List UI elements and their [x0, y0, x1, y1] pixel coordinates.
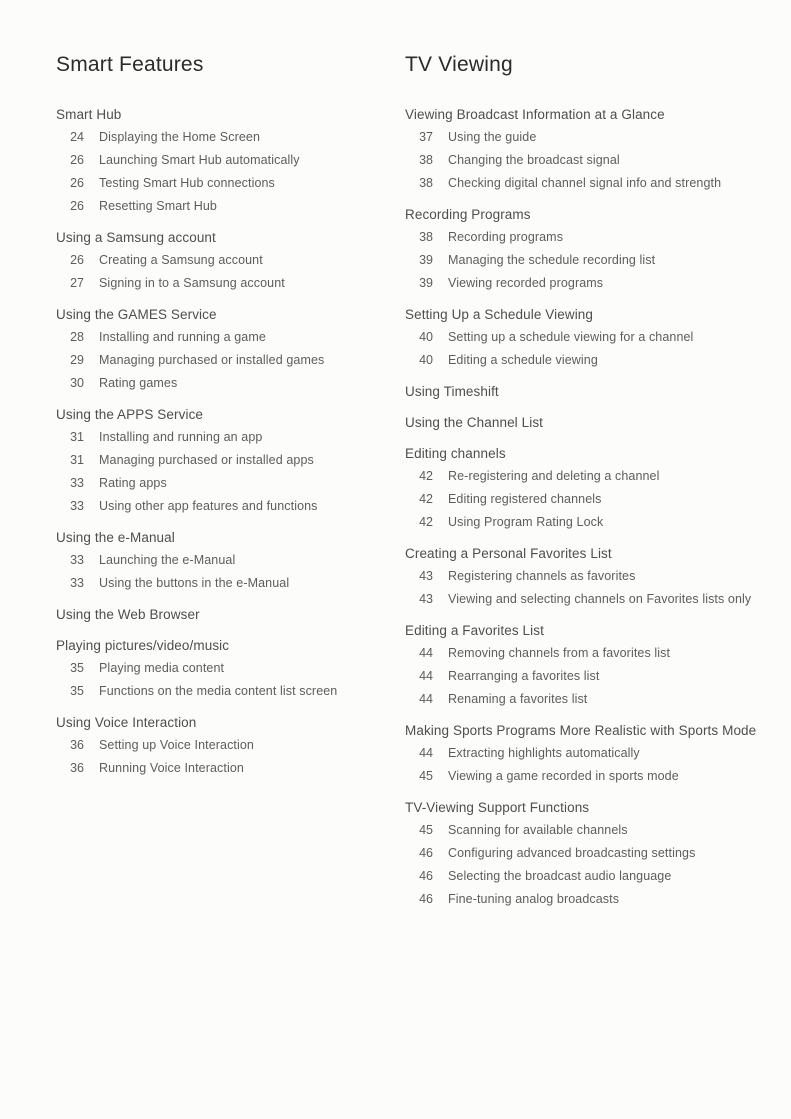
toc-entry[interactable] [405, 465, 775, 488]
toc-entry-label: Launching Smart Hub automatically [99, 153, 300, 167]
toc-entry[interactable] [405, 665, 775, 688]
toc-entry-label: Selecting the broadcast audio language [448, 869, 672, 883]
toc-entry[interactable] [56, 757, 386, 780]
toc-entry-label: Checking digital channel signal info and strength [448, 176, 722, 190]
toc-section [405, 303, 775, 372]
toc-entry[interactable] [56, 449, 386, 472]
toc-entry[interactable] [56, 426, 386, 449]
toc-entry-label: Functions on the media content list screen [99, 684, 338, 698]
toc-entry[interactable] [56, 372, 386, 395]
toc-section-heading[interactable]: Using Voice Interaction [56, 715, 197, 730]
toc-entry-label: Editing registered channels [448, 492, 602, 506]
toc-section-heading[interactable]: Making Sports Programs More Realistic with Sports Mode [405, 723, 757, 738]
toc-entry-page-number: 43 [419, 592, 433, 606]
toc-section-heading[interactable]: Editing a Favorites List [405, 623, 544, 638]
toc-entry-page-number: 35 [70, 661, 84, 675]
toc-section [56, 226, 386, 295]
toc-entry-label: Extracting highlights automatically [448, 746, 640, 760]
toc-section [56, 711, 386, 780]
toc-entry-page-number: 46 [419, 846, 433, 860]
toc-entry-page-number: 39 [419, 253, 433, 267]
toc-entry[interactable] [405, 819, 775, 842]
toc-section [405, 411, 775, 434]
toc-entry-label: Installing and running a game [99, 330, 266, 344]
toc-entry-page-number: 42 [419, 492, 433, 506]
toc-section-heading[interactable]: Using the e-Manual [56, 530, 175, 545]
toc-entry-page-number: 44 [419, 669, 433, 683]
toc-entry-label: Renaming a favorites list [448, 692, 588, 706]
toc-entry-page-number: 31 [70, 453, 84, 467]
toc-entry-label: Fine-tuning analog broadcasts [448, 892, 620, 906]
toc-entry-label: Viewing a game recorded in sports mode [448, 769, 679, 783]
toc-section-heading[interactable]: Editing channels [405, 446, 506, 461]
toc-section-heading[interactable]: Recording Programs [405, 207, 531, 222]
toc-entry-page-number: 44 [419, 692, 433, 706]
toc-entry-label: Editing a schedule viewing [448, 353, 598, 367]
toc-entry-label: Running Voice Interaction [99, 761, 244, 775]
toc-entry-label: Registering channels as favorites [448, 569, 636, 583]
toc-entry-label: Configuring advanced broadcasting settings [448, 846, 696, 860]
toc-entry-page-number: 26 [70, 153, 84, 167]
toc-column-smart-features [56, 53, 386, 788]
toc-entry-page-number: 42 [419, 469, 433, 483]
toc-section-heading[interactable]: TV-Viewing Support Functions [405, 800, 590, 815]
toc-entry[interactable] [56, 495, 386, 518]
toc-entry[interactable] [56, 572, 386, 595]
toc-entry[interactable] [405, 842, 775, 865]
toc-section-heading[interactable]: Using a Samsung account [56, 230, 216, 245]
toc-entry-page-number: 40 [419, 353, 433, 367]
toc-entry-page-number: 24 [70, 130, 84, 144]
toc-section-heading[interactable]: Viewing Broadcast Information at a Glance [405, 107, 665, 122]
toc-entry[interactable] [56, 195, 386, 218]
chapter-title-tv-viewing: TV Viewing [405, 53, 513, 76]
toc-section-heading[interactable]: Smart Hub [56, 107, 122, 122]
toc-entry-page-number: 33 [70, 553, 84, 567]
toc-entry[interactable] [56, 249, 386, 272]
toc-entry[interactable] [56, 272, 386, 295]
toc-entry-label: Recording programs [448, 230, 564, 244]
toc-entry[interactable] [56, 734, 386, 757]
toc-section [405, 380, 775, 403]
toc-entry[interactable] [56, 680, 386, 703]
toc-entry-page-number: 38 [419, 176, 433, 190]
toc-entry-page-number: 46 [419, 869, 433, 883]
toc-entry-page-number: 26 [70, 199, 84, 213]
toc-section-heading[interactable]: Using the Channel List [405, 415, 544, 430]
toc-entry-label: Setting up Voice Interaction [99, 738, 254, 752]
toc-entry-page-number: 39 [419, 276, 433, 290]
toc-section [56, 603, 386, 626]
toc-entry-label: Playing media content [99, 661, 225, 675]
toc-section-heading[interactable]: Playing pictures/video/music [56, 638, 230, 653]
toc-section [405, 103, 775, 195]
toc-entry-page-number: 37 [419, 130, 433, 144]
toc-entry[interactable] [405, 742, 775, 765]
toc-entry-page-number: 33 [70, 476, 84, 490]
toc-entry-page-number: 45 [419, 823, 433, 837]
toc-entry-label: Removing channels from a favorites list [448, 646, 671, 660]
toc-entry-page-number: 43 [419, 569, 433, 583]
toc-entry-page-number: 42 [419, 515, 433, 529]
toc-section [56, 634, 386, 703]
toc-entry-page-number: 33 [70, 576, 84, 590]
toc-entry-label: Viewing recorded programs [448, 276, 604, 290]
toc-entry[interactable] [405, 226, 775, 249]
toc-entry-label: Using the guide [448, 130, 537, 144]
toc-section [405, 442, 775, 534]
toc-section-heading[interactable]: Using Timeshift [405, 384, 499, 399]
toc-entry-page-number: 38 [419, 230, 433, 244]
toc-entry[interactable] [405, 865, 775, 888]
toc-entry-page-number: 29 [70, 353, 84, 367]
toc-entry[interactable] [405, 565, 775, 588]
toc-entry-label: Changing the broadcast signal [448, 153, 620, 167]
toc-section [405, 796, 775, 911]
toc-entry-label: Managing the schedule recording list [448, 253, 656, 267]
toc-entry-label: Launching the e-Manual [99, 553, 236, 567]
toc-entry-label: Using other app features and functions [99, 499, 318, 513]
toc-entry-page-number: 38 [419, 153, 433, 167]
toc-entry[interactable] [56, 549, 386, 572]
toc-entry-page-number: 36 [70, 738, 84, 752]
toc-entry-page-number: 33 [70, 499, 84, 513]
toc-entry-label: Re-registering and deleting a channel [448, 469, 660, 483]
toc-entry-label: Setting up a schedule viewing for a channel [448, 330, 694, 344]
toc-entry[interactable] [56, 172, 386, 195]
toc-entry-label: Using the buttons in the e-Manual [99, 576, 290, 590]
toc-entry[interactable] [405, 688, 775, 711]
toc-entry[interactable] [405, 488, 775, 511]
toc-entry-page-number: 26 [70, 253, 84, 267]
toc-entry[interactable] [56, 326, 386, 349]
toc-entry-label: Scanning for available channels [448, 823, 628, 837]
toc-entry-label: Rating games [99, 376, 178, 390]
toc-section-heading[interactable]: Using the APPS Service [56, 407, 204, 422]
toc-section [405, 719, 775, 788]
toc-entry-page-number: 35 [70, 684, 84, 698]
toc-section-heading[interactable]: Using the Web Browser [56, 607, 200, 622]
toc-entry-label: Signing in to a Samsung account [99, 276, 285, 290]
chapter-title-smart-features: Smart Features [56, 53, 204, 76]
toc-entry[interactable] [405, 349, 775, 372]
toc-entry-label: Testing Smart Hub connections [99, 176, 275, 190]
section-list [405, 103, 775, 911]
toc-section-heading[interactable]: Setting Up a Schedule Viewing [405, 307, 594, 322]
toc-section [56, 303, 386, 395]
toc-entry-page-number: 45 [419, 769, 433, 783]
toc-section [56, 526, 386, 595]
toc-section-heading[interactable]: Using the GAMES Service [56, 307, 217, 322]
toc-entry-label: Displaying the Home Screen [99, 130, 261, 144]
toc-entry[interactable] [56, 149, 386, 172]
toc-entry-label: Viewing and selecting channels on Favorites lists only [448, 592, 752, 606]
toc-section [56, 403, 386, 518]
toc-entry-page-number: 26 [70, 176, 84, 190]
toc-section [405, 203, 775, 295]
toc-column-tv-viewing [405, 53, 775, 919]
toc-entry[interactable] [56, 472, 386, 495]
toc-entry-label: Rearranging a favorites list [448, 669, 600, 683]
toc-entry-label: Managing purchased or installed apps [99, 453, 314, 467]
toc-entry[interactable] [405, 588, 775, 611]
toc-entry-page-number: 44 [419, 746, 433, 760]
toc-entry-label: Installing and running an app [99, 430, 263, 444]
toc-entry[interactable] [405, 888, 775, 911]
toc-entry-page-number: 40 [419, 330, 433, 344]
toc-entry-page-number: 36 [70, 761, 84, 775]
toc-entry-label: Using Program Rating Lock [448, 515, 604, 529]
toc-entry[interactable] [405, 326, 775, 349]
toc-entry[interactable] [405, 149, 775, 172]
toc-entry[interactable] [405, 765, 775, 788]
toc-entry-label: Managing purchased or installed games [99, 353, 325, 367]
toc-entry-page-number: 44 [419, 646, 433, 660]
toc-entry[interactable] [405, 249, 775, 272]
toc-section [56, 103, 386, 218]
toc-entry[interactable] [405, 642, 775, 665]
toc-entry-label: Resetting Smart Hub [99, 199, 217, 213]
toc-section-heading[interactable]: Creating a Personal Favorites List [405, 546, 612, 561]
toc-entry[interactable] [405, 172, 775, 195]
toc-entry-page-number: 27 [70, 276, 84, 290]
toc-entry-page-number: 31 [70, 430, 84, 444]
toc-entry[interactable] [405, 511, 775, 534]
toc-entry-page-number: 28 [70, 330, 84, 344]
toc-entry-page-number: 30 [70, 376, 84, 390]
toc-section [405, 619, 775, 711]
toc-entry[interactable] [56, 126, 386, 149]
toc-entry-label: Creating a Samsung account [99, 253, 263, 267]
section-list [56, 103, 386, 780]
toc-entry[interactable] [56, 657, 386, 680]
toc-entry[interactable] [405, 126, 775, 149]
toc-entry[interactable] [56, 349, 386, 372]
toc-section [405, 542, 775, 611]
toc-entry-label: Rating apps [99, 476, 167, 490]
toc-entry[interactable] [405, 272, 775, 295]
toc-entry-page-number: 46 [419, 892, 433, 906]
